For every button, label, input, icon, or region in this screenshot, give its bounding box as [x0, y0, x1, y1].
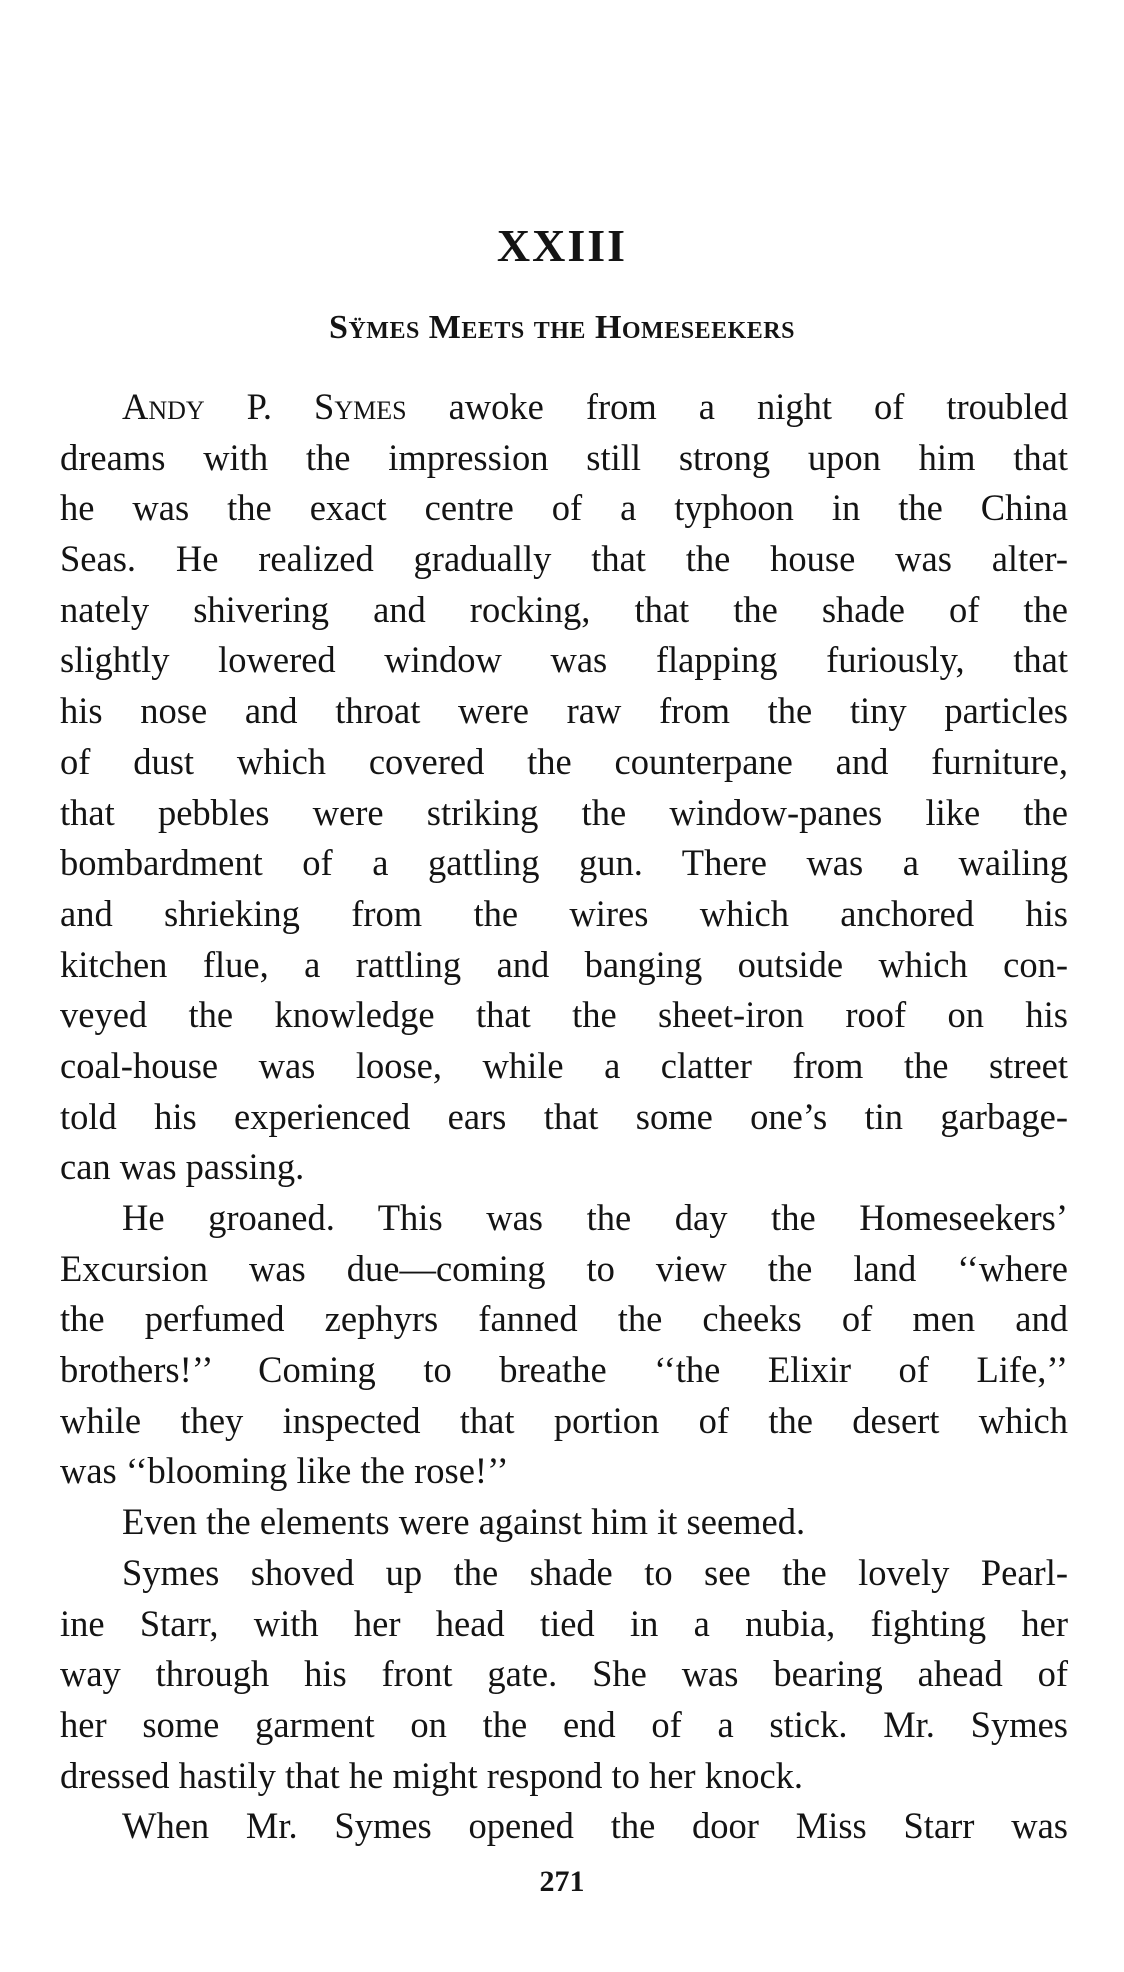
text-line: told his experienced ears that some one’s tin garbage- — [60, 1095, 1068, 1137]
body-text — [60, 382, 1068, 1852]
text-line: bombardment of a gattling gun. There was a wailing — [60, 842, 1068, 884]
lead-in-name: Andy P. Symes — [122, 386, 407, 427]
text-line: Seas. He realized gradually that the house was alter- — [60, 538, 1068, 580]
text-line: he was the exact centre of a typhoon in the China — [60, 487, 1068, 529]
text-line: her some garment on the end of a stick. Mr. Symes — [60, 1703, 1068, 1745]
text-line: the perfumed zephyrs fanned the cheeks of men and — [60, 1298, 1068, 1340]
text-line: slightly lowered window was flapping furiously, that — [60, 639, 1068, 681]
text-line: nately shivering and rocking, that the shade of the — [60, 588, 1068, 630]
text-line: dreams with the impression still strong upon him that — [60, 436, 1068, 478]
text-line: Even the elements were against him it seemed. — [122, 1501, 806, 1543]
text-line: brothers!’’ Coming to breathe ‘‘the Elixir of Life,’’ — [60, 1349, 1068, 1391]
page-number: 271 — [539, 1865, 585, 1898]
chapter-title: Sÿmes Meets the Homeseekers — [329, 309, 795, 346]
text-line: way through his front gate. She was bearing ahead of — [60, 1653, 1068, 1695]
text-line: He groaned. This was the day the Homeseekers’ — [122, 1197, 1068, 1238]
text-line: of dust which covered the counterpane and furniture, — [60, 740, 1068, 782]
text-line: dressed hastily that he might respond to her knock. — [60, 1754, 804, 1796]
text-line: veyed the knowledge that the sheet-iron roof on his — [60, 994, 1068, 1036]
chapter-number: XXIII — [496, 220, 628, 271]
text-line: Andy P. Symes awoke from a night of troubled — [122, 386, 1069, 427]
text-line: and shrieking from the wires which anchored his — [60, 892, 1068, 934]
text-line: his nose and throat were raw from the tiny particles — [60, 690, 1068, 732]
text-line: was ‘‘blooming like the rose!’’ — [60, 1450, 509, 1492]
text-line: When Mr. Symes opened the door Miss Starr was — [122, 1805, 1068, 1847]
text-line: ine Starr, with her head tied in a nubia, fighting her — [60, 1602, 1068, 1644]
text-line: while they inspected that portion of the desert which — [60, 1399, 1068, 1441]
text-line: kitchen flue, a rattling and banging outside which con- — [60, 943, 1068, 985]
text-line: that pebbles were striking the window-panes like the — [60, 791, 1068, 833]
text-line: Symes shoved up the shade to see the lovely Pearl- — [122, 1551, 1068, 1593]
text-line: coal-house was loose, while a clatter from the street — [60, 1044, 1068, 1086]
text-line: Excursion was due—coming to view the land ‘‘where — [60, 1247, 1068, 1289]
text-line: can was passing. — [60, 1146, 305, 1188]
